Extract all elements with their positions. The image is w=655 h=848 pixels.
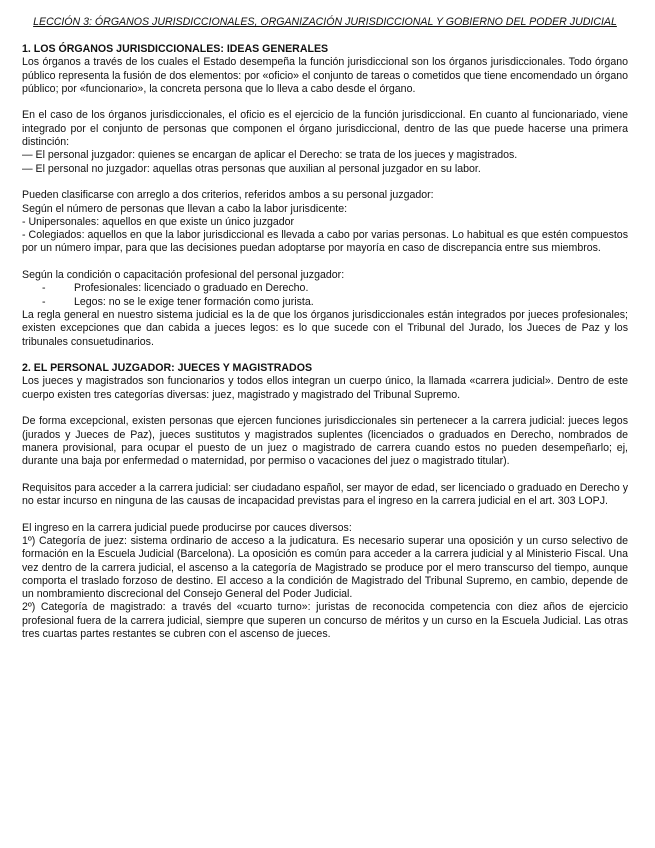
list-item: — El personal no juzgador: aquellas otras personas que auxilian al personal juzgador en su labor. — [22, 162, 481, 175]
paragraph: Según el número de personas que llevan a cabo la labor jurisdicente: — [22, 202, 348, 215]
paragraph: Los órganos a través de los cuales el Estado desempeña la función jurisdiccional son los órganos jurisdiccionales. Todo órgano público representa la fusión de dos elementos: por «oficio» el conjunto de tareas o cometidos que tiene encomendado un órgano público; por «funcionario», la concreta persona que lo lleva a cabo desde el órgano. — [22, 56, 628, 95]
paragraph: En el caso de los órganos jurisdiccionales, el oficio es el ejercicio de la función jurisdiccional. En cuanto al funcionariado, viene integrado por el conjunto de personas que componen el órgano jurisdiccional, dentro de las que puede hacerse una primera distinción: — [22, 109, 628, 149]
bullet-list — [22, 282, 628, 309]
paragraph: El ingreso en la carrera judicial puede producirse por cauces diversos: — [22, 521, 352, 534]
section-1-heading: 1. LOS ÓRGANOS JURISDICCIONALES: IDEAS GENERALES — [22, 43, 329, 55]
paragraph: De forma excepcional, existen personas que ejercen funciones jurisdiccionales sin pertenecer a la carrera judicial: jueces legos (jurados y Jueces de Paz), jueces sustitutos y magistrados suplentes (licenciados o graduados en Derecho, nombrados de manera provisional, para ocupar el puesto de un juez o magistrado de carrera cuando estos no pueden desempeñarlo; ej, durante una baja por enfermedad o maternidad, por permiso o vacaciones del juez o magistrado titular). — [22, 415, 628, 468]
section-2-heading: 2. EL PERSONAL JUZGADOR: JUECES Y MAGISTRADOS — [22, 362, 313, 375]
paragraph: Según la condición o capacitación profesional del personal juzgador: — [22, 269, 345, 282]
list-item: - Legos: no se le exige tener formación como jurista. — [42, 295, 314, 308]
list-item: - Profesionales: licenciado o graduado en Derecho. — [42, 282, 309, 295]
paragraph: La regla general en nuestro sistema judicial es la de que los órganos jurisdiccionales están integrados por jueces profesionales; existen excepciones que dan cabida a jueces legos: es lo que sucede con el Tribunal del Jurado, los Jueces de Paz y los tribunales consuetudinarios. — [22, 308, 628, 348]
paragraph: Requisitos para acceder a la carrera judicial: ser ciudadano español, ser mayor de edad, ser licenciado o graduado en Derecho y no estar incurso en ninguna de las causas de incapacidad previstas para el ingreso en la carrera judicial en el art. 303 LOPJ. — [22, 481, 628, 508]
paragraph: Pueden clasificarse con arreglo a dos criterios, referidos ambos a su personal juzgador: — [22, 189, 434, 202]
list-item: — El personal juzgador: quienes se encargan de aplicar el Derecho: se trata de los jueces y magistrados. — [22, 149, 518, 162]
paragraph: Los jueces y magistrados son funcionarios y todos ellos integran un cuerpo único, la llamada «carrera judicial». Dentro de este cuerpo existen tres categorías diversas: juez, magistrado y magistrado del Tribunal Supremo. — [22, 375, 628, 401]
list-item: - Colegiados: aquellos en que la labor jurisdiccional es llevada a cabo por varias personas. Lo habitual es que estén compuestos por un número impar, para que las decisiones puedan adoptarse por mayoría en caso de discrepancia entre sus miembros. — [22, 229, 628, 255]
list-item: 1º) Categoría de juez: sistema ordinario de acceso a la judicatura. Es necesario superar una oposición y un curso selectivo de formación en la Escuela Judicial (Barcelona). La oposición es común para acceder a la carrera judicial y al Ministerio Fiscal. Una vez dentro de la carrera judicial, el ascenso a la categoría de Magistrado se produce por el mero transcurso del tiempo, aunque comporta el traslado forzoso de destino. El acceso a la condición de Magistrado del Tribunal Supremo, en cambio, depende de un nombramiento discrecional del Consejo General del Poder Judicial. — [22, 534, 628, 601]
list-item: - Unipersonales: aquellos en que existe un único juzgador — [22, 215, 295, 228]
list-item: 2º) Categoría de magistrado: a través del «cuarto turno»: juristas de reconocida competencia con diez años de ejercicio profesional fuera de la carrera judicial, siempre que superen un concurso de méritos y un curso en la Escuela Judicial. Las otras tres cuartas partes restantes se cubren con el ascenso de jueces. — [22, 601, 628, 641]
lesson-title: LECCIÓN 3: ÓRGANOS JURISDICCIONALES, ORGANIZACIÓN JURISDICCIONAL Y GOBIERNO DEL PODER JUDICIAL — [33, 16, 617, 28]
